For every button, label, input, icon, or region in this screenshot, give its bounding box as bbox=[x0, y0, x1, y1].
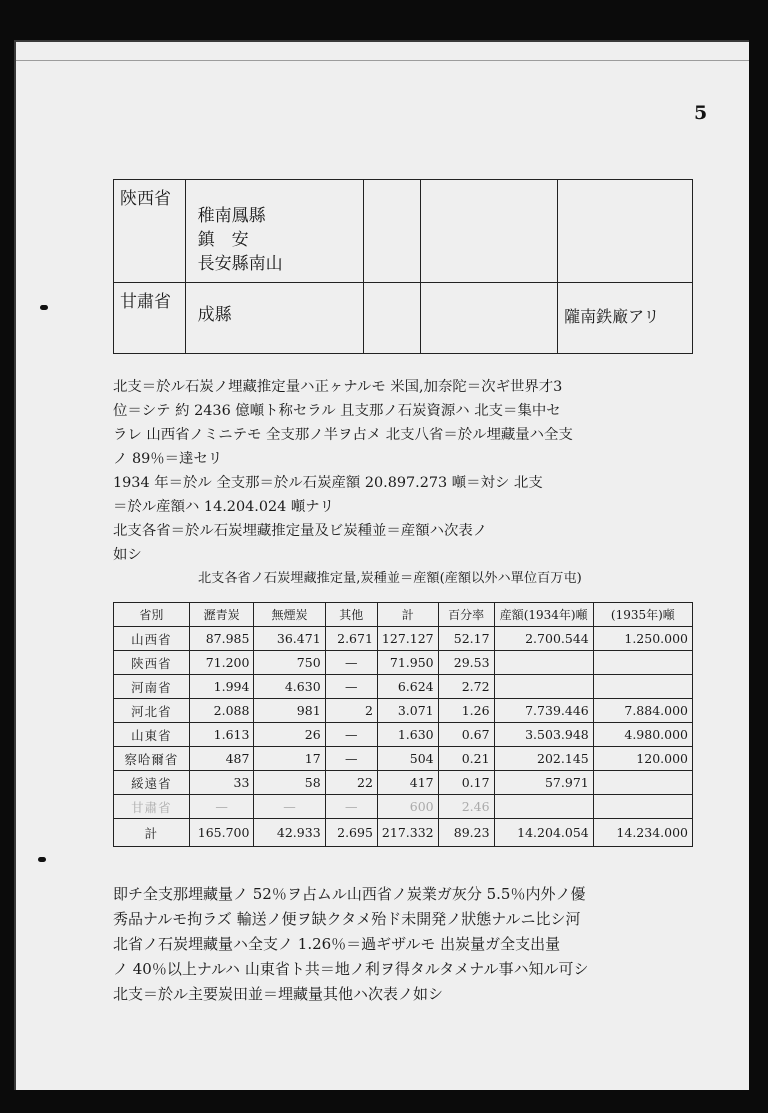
text-line: ノ 89％＝達セリ bbox=[113, 451, 223, 467]
other-value: — bbox=[325, 675, 377, 699]
output-1934-value bbox=[494, 675, 593, 699]
text-line: 北支＝於ル主要炭田並＝埋藏量其他ハ次表ノ如シ bbox=[113, 985, 444, 1003]
province-name: 河北省 bbox=[114, 699, 190, 723]
anthracite-value: 17 bbox=[254, 747, 325, 771]
empty-cell bbox=[364, 283, 421, 354]
column-header: 産額(1934年)噸 bbox=[494, 603, 593, 627]
table-row bbox=[114, 283, 693, 354]
text-line: 北支＝於ル石炭ノ埋藏推定量ハ正ヶナルモ 米国,加奈陀＝次ギ世界才3 bbox=[113, 379, 563, 395]
output-1935-value bbox=[593, 771, 692, 795]
output-1934-value: 7.739.446 bbox=[494, 699, 593, 723]
note-cell bbox=[558, 283, 693, 354]
grand-total: 217.332 bbox=[377, 819, 438, 847]
percent-value: 0.17 bbox=[438, 771, 494, 795]
empty-cell bbox=[420, 283, 557, 354]
output-1934-total: 14.204.054 bbox=[494, 819, 593, 847]
total-value: 600 bbox=[377, 795, 438, 819]
output-1935-value bbox=[593, 675, 692, 699]
text-line: 北省ノ石炭埋藏量ハ全支ノ 1.26％＝過ギザルモ 出炭量ガ全支出量 bbox=[113, 935, 561, 953]
location-name: 稚南鳳縣 bbox=[197, 206, 266, 226]
percent-total: 89.23 bbox=[438, 819, 494, 847]
empty-cell bbox=[364, 180, 421, 283]
output-1934-value: 3.503.948 bbox=[494, 723, 593, 747]
total-value: 6.624 bbox=[377, 675, 438, 699]
percent-value: 0.21 bbox=[438, 747, 494, 771]
text-line: 如シ bbox=[113, 547, 142, 563]
anthracite-value: — bbox=[254, 795, 325, 819]
anthracite-value: 26 bbox=[254, 723, 325, 747]
note-text: 隴南鉄廠アリ bbox=[564, 307, 660, 326]
page-fold-line bbox=[16, 60, 749, 61]
province-name: 綏遠省 bbox=[114, 771, 190, 795]
text-line: ノ 40％以上ナルハ 山東省ト共＝地ノ利ヲ得タルタメナル事ハ知ル可シ bbox=[113, 960, 589, 978]
bituminous-value: 1.994 bbox=[189, 675, 254, 699]
text-line: ラレ 山西省ノミニテモ 全支那ノ半ヲ占メ 北支八省＝於ル埋藏量ハ全支 bbox=[113, 427, 573, 443]
anthracite-value: 4.630 bbox=[254, 675, 325, 699]
binding-hole-mark bbox=[40, 305, 48, 310]
output-1934-value: 202.145 bbox=[494, 747, 593, 771]
table-row bbox=[114, 651, 693, 675]
text-line: 位＝シテ 約 2436 億噸ト称セラル 且支那ノ石炭資源ハ 北支＝集中セ bbox=[113, 403, 561, 419]
column-header: 瀝青炭 bbox=[189, 603, 254, 627]
output-1934-value bbox=[494, 795, 593, 819]
table-row bbox=[114, 627, 693, 651]
province-name: 山東省 bbox=[114, 723, 190, 747]
anthracite-value: 750 bbox=[254, 651, 325, 675]
output-1935-value: 120.000 bbox=[593, 747, 692, 771]
location-name: 成縣 bbox=[197, 305, 232, 325]
bituminous-value: 87.985 bbox=[189, 627, 254, 651]
percent-value: 0.67 bbox=[438, 723, 494, 747]
column-header: (1935年)噸 bbox=[593, 603, 692, 627]
other-value: 22 bbox=[325, 771, 377, 795]
table-row bbox=[114, 699, 693, 723]
province-name: 陝西省 bbox=[114, 651, 190, 675]
table-row bbox=[114, 747, 693, 771]
percent-value: 29.53 bbox=[438, 651, 494, 675]
table-row bbox=[114, 795, 693, 819]
table-row bbox=[114, 723, 693, 747]
percent-value: 2.72 bbox=[438, 675, 494, 699]
bituminous-value: 1.613 bbox=[189, 723, 254, 747]
column-header: 其他 bbox=[325, 603, 377, 627]
bituminous-value: — bbox=[189, 795, 254, 819]
table-row bbox=[114, 771, 693, 795]
other-value: — bbox=[325, 651, 377, 675]
total-label: 計 bbox=[114, 819, 190, 847]
column-header: 省別 bbox=[114, 603, 190, 627]
output-1934-value bbox=[494, 651, 593, 675]
other-total: 2.695 bbox=[325, 819, 377, 847]
location-name: 長安縣南山 bbox=[197, 254, 283, 274]
province-cell: 陝西省 bbox=[114, 180, 186, 283]
binding-hole-mark bbox=[38, 857, 46, 862]
empty-cell bbox=[558, 180, 693, 283]
other-value: — bbox=[325, 723, 377, 747]
text-line: 即チ全支那埋藏量ノ 52％ヲ占ムル山西省ノ炭業ガ灰分 5.5％内外ノ優 bbox=[113, 885, 586, 903]
table-row bbox=[114, 675, 693, 699]
total-value: 1.630 bbox=[377, 723, 438, 747]
location-cell bbox=[185, 180, 364, 283]
text-line: 北支各省＝於ル石炭埋藏推定量及ビ炭種並＝産額ハ次表ノ bbox=[113, 523, 488, 539]
total-value: 3.071 bbox=[377, 699, 438, 723]
output-1935-value: 7.884.000 bbox=[593, 699, 692, 723]
column-header: 計 bbox=[377, 603, 438, 627]
document-page bbox=[14, 40, 749, 1090]
output-1934-value: 57.971 bbox=[494, 771, 593, 795]
output-1935-value bbox=[593, 651, 692, 675]
province-name: 察哈爾省 bbox=[114, 747, 190, 771]
table-caption: 北支各省ノ石炭埋藏推定量,炭種並＝産額(産額以外ハ單位百万屯) bbox=[198, 571, 582, 586]
total-value: 504 bbox=[377, 747, 438, 771]
output-1935-value bbox=[593, 795, 692, 819]
percent-value: 1.26 bbox=[438, 699, 494, 723]
percent-value: 2.46 bbox=[438, 795, 494, 819]
output-1934-value: 2.700.544 bbox=[494, 627, 593, 651]
anthracite-value: 36.471 bbox=[254, 627, 325, 651]
total-row bbox=[114, 819, 693, 847]
bituminous-value: 2.088 bbox=[189, 699, 254, 723]
province-cell: 甘肅省 bbox=[114, 283, 186, 354]
province-name: 山西省 bbox=[114, 627, 190, 651]
paragraph-2 bbox=[113, 882, 713, 1007]
column-header: 無煙炭 bbox=[254, 603, 325, 627]
text-line: ＝於ル産額ハ 14.204.024 噸ナリ bbox=[113, 499, 335, 515]
bituminous-value: 487 bbox=[189, 747, 254, 771]
location-cell bbox=[185, 283, 364, 354]
total-value: 71.950 bbox=[377, 651, 438, 675]
total-value: 127.127 bbox=[377, 627, 438, 651]
province-name: 河南省 bbox=[114, 675, 190, 699]
bituminous-value: 71.200 bbox=[189, 651, 254, 675]
output-1935-value: 1.250.000 bbox=[593, 627, 692, 651]
page-number: 5 bbox=[694, 102, 708, 124]
other-value: — bbox=[325, 747, 377, 771]
empty-cell bbox=[420, 180, 557, 283]
anthracite-value: 981 bbox=[254, 699, 325, 723]
other-value: 2 bbox=[325, 699, 377, 723]
anthracite-value: 58 bbox=[254, 771, 325, 795]
output-1935-total: 14.234.000 bbox=[593, 819, 692, 847]
total-value: 417 bbox=[377, 771, 438, 795]
bituminous-total: 165.700 bbox=[189, 819, 254, 847]
other-value: 2.671 bbox=[325, 627, 377, 651]
header-row bbox=[114, 603, 693, 627]
location-table bbox=[113, 179, 693, 354]
text-line: 1934 年＝於ル 全支那＝於ル石炭産額 20.897.273 噸＝対シ 北支 bbox=[113, 475, 543, 491]
bituminous-value: 33 bbox=[189, 771, 254, 795]
paragraph-1 bbox=[113, 375, 713, 567]
table-row bbox=[114, 180, 693, 283]
column-header: 百分率 bbox=[438, 603, 494, 627]
text-line: 秀品ナルモ拘ラズ 輸送ノ便ヲ缺クタメ殆ド未開発ノ狀態ナルニ比シ河 bbox=[113, 910, 581, 928]
province-name: 甘肅省 bbox=[114, 795, 190, 819]
percent-value: 52.17 bbox=[438, 627, 494, 651]
location-name: 鎮 安 bbox=[197, 230, 249, 250]
output-1935-value: 4.980.000 bbox=[593, 723, 692, 747]
other-value: — bbox=[325, 795, 377, 819]
anthracite-total: 42.933 bbox=[254, 819, 325, 847]
coal-reserves-table bbox=[113, 602, 693, 847]
